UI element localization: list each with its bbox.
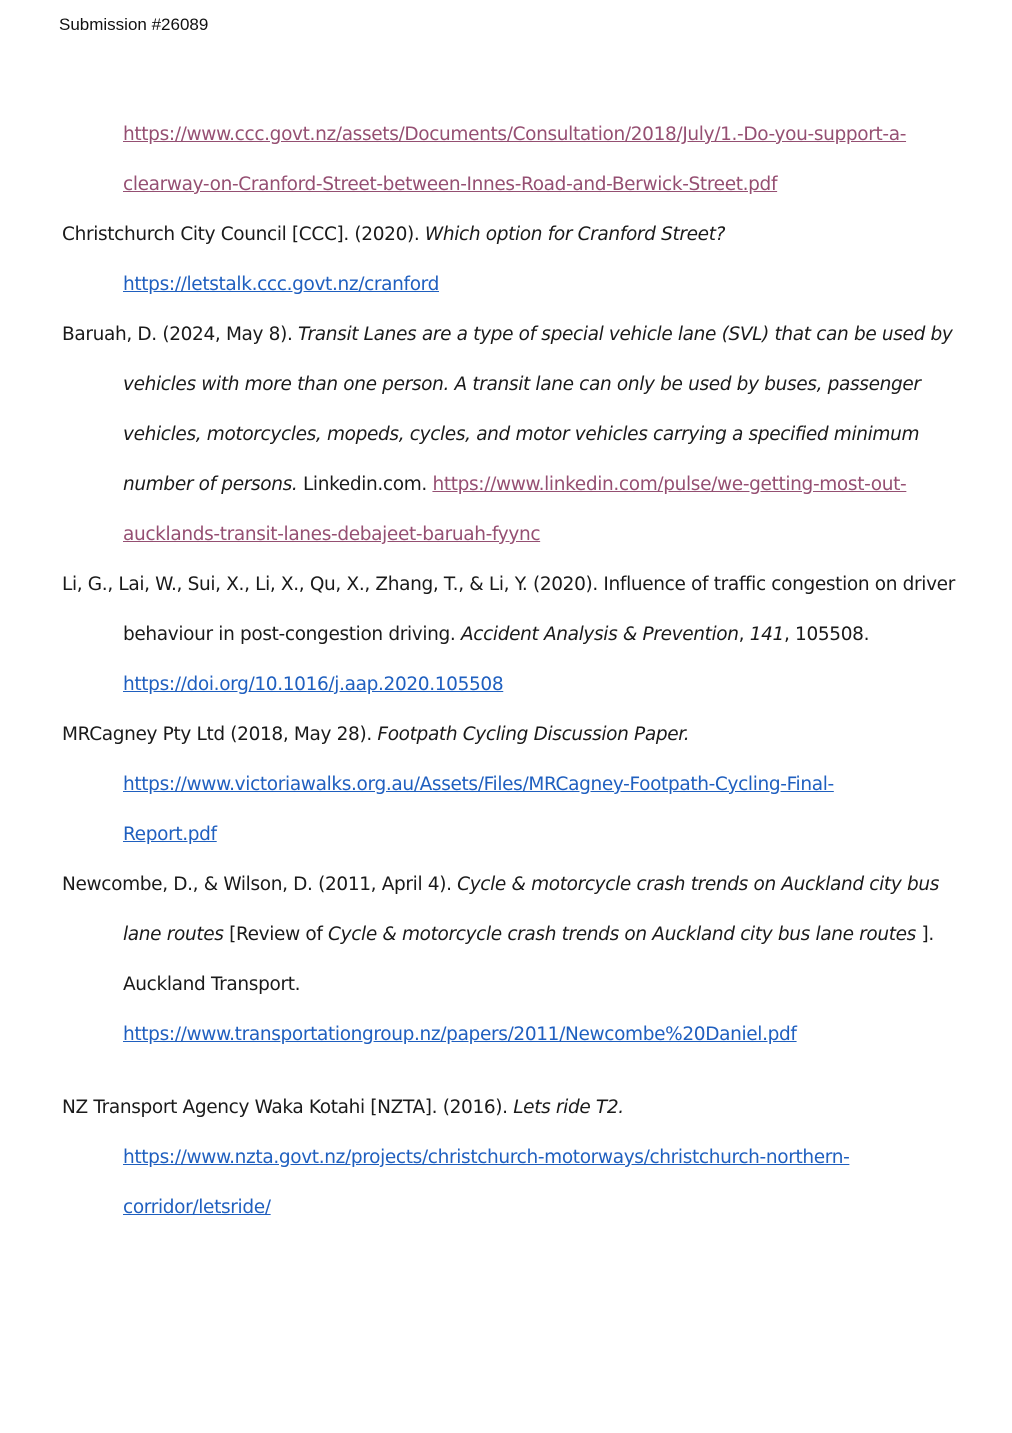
transportationgroup-link[interactable]: https://www.transportationgroup.nz/papers/2011/Newcombe%20Daniel.pdf (123, 1024, 797, 1045)
letstalk-cranford-link[interactable]: https://letstalk.ccc.govt.nz/cranford (123, 274, 440, 295)
nzta-letsride-link-part-2[interactable]: corridor/letsride/ (123, 1197, 271, 1218)
reference-pages: , 105508. (783, 624, 870, 645)
reference-title-line-3: vehicles, motorcycles, mopeds, cycles, and motor vehicles carrying a specified minimum (123, 424, 920, 445)
reference-review-open: [Review of (223, 924, 329, 945)
submission-number: Submission #26089 (59, 15, 209, 34)
ccc-clearway-link-part-1[interactable]: https://www.ccc.govt.nz/assets/Documents/Consultation/2018/July/1.-Do-you-support-a- (123, 124, 907, 145)
reference-ccc-2020 (62, 223, 725, 247)
reference-title: Footpath Cycling Discussion Paper. (377, 724, 690, 745)
reference-title: Which option for Cranford Street? (424, 224, 726, 245)
reference-ccc-2020-url-line (123, 273, 439, 297)
reference-li-url-line (123, 673, 503, 697)
reference-baruah-title-line-3 (123, 423, 919, 447)
reference-baruah-title-line-4 (123, 473, 906, 497)
reference-newcombe-line-2 (123, 923, 934, 947)
reference-title: Lets ride T2. (513, 1097, 624, 1118)
reference-baruah-title-line-2 (123, 373, 921, 397)
reference-review-close: ]. (915, 924, 934, 945)
reference-title-line-4: number of persons. (123, 474, 298, 495)
reference-title-line-1: Transit Lanes are a type of special vehicle lane (SVL) that can be used by (298, 324, 953, 345)
reference-publisher: Auckland Transport. (123, 974, 301, 995)
reference-baruah-2024 (62, 323, 953, 347)
reference-separator: , (738, 624, 750, 645)
nzta-letsride-link-part-1[interactable]: https://www.nzta.govt.nz/projects/christchurch-motorways/christchurch-northern- (123, 1147, 850, 1168)
reference-mrcagney-url-line-1 (123, 773, 834, 797)
reference-author: Christchurch City Council [CCC]. (2020). (62, 224, 425, 245)
reference-li-2020 (62, 573, 955, 597)
reference-newcombe-line-3 (123, 973, 300, 997)
reference-ccc-2018-url-line-2 (123, 173, 777, 197)
ccc-clearway-link-part-2[interactable]: clearway-on-Cranford-Street-between-Innes-Road-and-Berwick-Street.pdf (123, 174, 778, 195)
reference-mrcagney-2018 (62, 723, 689, 747)
reference-nzta-url-line-1 (123, 1146, 849, 1170)
reference-nzta-2016 (62, 1096, 624, 1120)
reference-newcombe-url-line (123, 1023, 797, 1047)
reference-author: NZ Transport Agency Waka Kotahi [NZTA]. (2016). (62, 1097, 514, 1118)
reference-title-line-1: Cycle & motorcycle crash trends on Auckland city bus (457, 874, 940, 895)
doi-link[interactable]: https://doi.org/10.1016/j.aap.2020.105508 (123, 674, 504, 695)
reference-mrcagney-url-line-2 (123, 823, 217, 847)
reference-volume: 141 (749, 624, 784, 645)
reference-journal: Accident Analysis & Prevention (460, 624, 739, 645)
reference-text-line-1: Li, G., Lai, W., Sui, X., Li, X., Qu, X., Zhang, T., & Li, Y. (2020). Influence of traffic congestion on driver (62, 574, 955, 595)
linkedin-link-part-2[interactable]: aucklands-transit-lanes-debajeet-baruah-fyync (123, 524, 541, 545)
reference-nzta-url-line-2 (123, 1196, 271, 1220)
reference-li-line-2 (123, 623, 869, 647)
reference-title-line-2: vehicles with more than one person. A transit lane can only be used by buses, passenger (123, 374, 921, 395)
reference-review-title: Cycle & motorcycle crash trends on Auckland city bus lane routes (328, 924, 916, 945)
reference-baruah-url-line-2 (123, 523, 540, 547)
victoriawalks-link-part-1[interactable]: https://www.victoriawalks.org.au/Assets/Files/MRCagney-Footpath-Cycling-Final- (123, 774, 834, 795)
reference-author: Newcombe, D., & Wilson, D. (2011, April 4). (62, 874, 458, 895)
reference-text-line-2: behaviour in post-congestion driving. (123, 624, 461, 645)
reference-newcombe-2011 (62, 873, 939, 897)
reference-title-line-2: lane routes (123, 924, 224, 945)
linkedin-link-part-1[interactable]: https://www.linkedin.com/pulse/we-getting-most-out- (432, 474, 907, 495)
reference-author: MRCagney Pty Ltd (2018, May 28). (62, 724, 378, 745)
reference-site: Linkedin.com. (297, 474, 433, 495)
reference-ccc-2018-url-line-1 (123, 123, 906, 147)
victoriawalks-link-part-2[interactable]: Report.pdf (123, 824, 217, 845)
reference-author: Baruah, D. (2024, May 8). (62, 324, 299, 345)
